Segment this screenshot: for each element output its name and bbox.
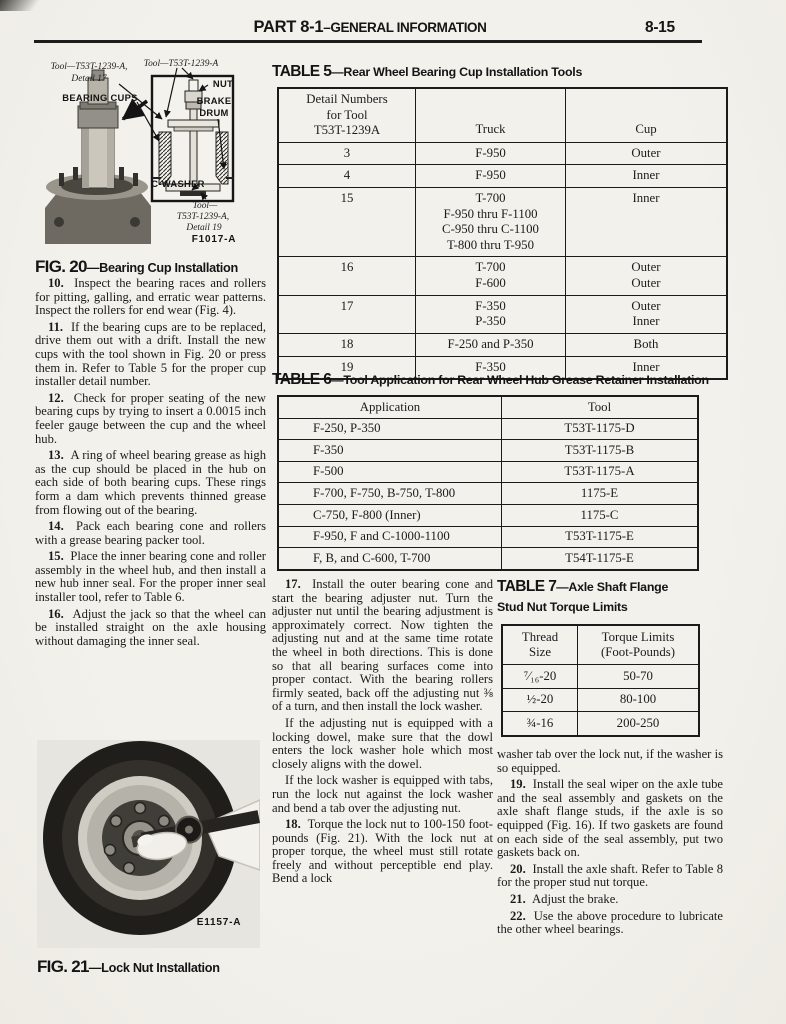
fig20-drum-left <box>159 132 171 184</box>
table7-row <box>502 712 699 736</box>
part-number-label: PART 8-1 <box>253 18 324 36</box>
table7-header-thread <box>502 625 578 665</box>
fig20-driver-plate <box>168 120 219 127</box>
truck-line: F-950 <box>475 168 506 183</box>
paragraph-number: 12. <box>48 390 64 405</box>
paragraph-number: 18. <box>285 817 301 832</box>
table5-row <box>278 188 727 257</box>
table6-title-text: —Tool Application for Rear Wheel Hub Grease Retainer Installation <box>331 373 709 387</box>
table6-title-number: TABLE 6 <box>272 371 332 388</box>
cell-truck <box>416 188 566 257</box>
header-line: T53T-1239A <box>313 123 381 138</box>
table6-container <box>272 395 712 571</box>
table5-header-row <box>278 88 727 142</box>
table6-row <box>278 483 698 505</box>
cell-torque-limit: 200-250 <box>578 712 700 736</box>
table5-row <box>278 295 727 333</box>
paragraph-number: 10. <box>48 276 64 290</box>
table6-title <box>272 371 712 389</box>
table5-container <box>272 87 702 380</box>
cell-tool: T53T-1175-A <box>502 461 699 483</box>
fig21-caption <box>37 957 261 977</box>
cell-torque-limit: 50-70 <box>578 665 700 689</box>
paragraph: 19. Install the seal wiper on the axle tube and the seal assembly and gaskets on the axle shaft flange studs, if the axle is so equipped (Fig. 16). If two gaskets are found on each side of the seal assembly, put two gaskets back on. <box>497 777 723 860</box>
table7-title-text: —Axle Shaft Flange <box>556 580 669 594</box>
table6-grid <box>277 395 699 571</box>
fig20-code: F1017-A <box>191 234 237 245</box>
fig21-photo <box>37 740 260 948</box>
cup-line: Outer <box>631 298 661 313</box>
fig20-caption <box>35 257 267 277</box>
table6-row <box>278 440 698 462</box>
cell-application: F-950, F and C-1000-1100 <box>278 526 502 548</box>
truck-line: T-700 <box>475 260 506 275</box>
cell-cup <box>566 333 728 356</box>
cell-application: F, B, and C-600, T-700 <box>278 548 502 570</box>
cell-thread-size: ½-20 <box>502 688 578 712</box>
cell-tool: 1175-C <box>502 505 699 527</box>
fig20-caption-number: FIG. 20 <box>35 257 87 276</box>
fig20-label-nut: NUT <box>212 78 234 89</box>
paragraph: 12. Check for proper seating of the new bearing cups by trying to insert a 0.0015 inch feeler gauge between the cup and the wheel hub. <box>35 390 266 446</box>
cell-application: F-700, F-750, B-750, T-800 <box>278 483 502 505</box>
truck-line: C-950 thru C-1100 <box>442 222 539 237</box>
cell-truck <box>416 333 566 356</box>
table6-header-application: Application <box>278 396 502 418</box>
header-line: Detail Numbers <box>306 92 388 106</box>
table7-row <box>502 665 699 689</box>
paragraph: 21. Adjust the brake. <box>510 891 619 906</box>
paragraph-number: 14. <box>48 519 64 534</box>
table5-block <box>272 63 702 380</box>
cell-cup <box>566 188 728 257</box>
table7-title-line2: Stud Nut Torque Limits <box>497 600 628 614</box>
paragraph: 16. Adjust the jack so that the wheel can be installed straight on the axle housing without damaging the inner seal. <box>35 606 266 648</box>
paragraph: washer tab over the lock nut, if the washer is so equipped. <box>497 747 723 775</box>
paragraph-number: 20. <box>510 861 526 876</box>
table6-header-tool: Tool <box>502 396 699 418</box>
table5-title <box>272 63 702 81</box>
cell-cup <box>566 142 728 165</box>
scan-corner-smudge <box>0 0 46 11</box>
table6-block <box>272 371 712 571</box>
cell-truck <box>416 142 566 165</box>
paragraph-number: 13. <box>48 448 64 463</box>
paragraph: 14. Pack each bearing cone and rollers with a grease bearing packer tool. <box>35 519 266 547</box>
paragraph: 15. Place the inner bearing cone and roller assembly in the wheel hub, and then install a new hub inner seal. For the proper inner seal installer tool, refer to Table 6. <box>35 549 266 605</box>
table5-header-cup: Cup <box>566 88 728 142</box>
truck-line: F-950 thru F-1100 <box>443 206 538 221</box>
cell-detail-number: 17 <box>278 295 416 333</box>
table5-header-detail <box>278 88 416 142</box>
fig20-label-tool-top: Tool—T53T-1239-A <box>143 59 219 69</box>
fig21-code: E1157-A <box>196 917 242 928</box>
page-number: 8-15 <box>645 19 675 36</box>
cup-line: Both <box>633 336 659 351</box>
cell-application: C-750, F-800 (Inner) <box>278 505 502 527</box>
cup-line: Inner <box>632 314 660 329</box>
cell-thread-size: ¾-16 <box>502 712 578 736</box>
paragraph: If the lock washer is equipped with tabs, run the lock nut against the lock washer and bend a tab over the adjusting nut. <box>272 773 493 815</box>
cell-detail-number: 18 <box>278 333 416 356</box>
paragraph-number: 22. <box>510 908 526 923</box>
cell-torque-limit: 80-100 <box>578 688 700 712</box>
paragraph-number: 11. <box>48 319 64 334</box>
table7-title-line2-wrap <box>497 598 723 616</box>
cell-tool: T54T-1175-E <box>502 548 699 570</box>
header-rule <box>34 40 702 43</box>
table6-row <box>278 461 698 483</box>
fig21-caption-number: FIG. 21 <box>37 957 89 976</box>
table7-row <box>502 688 699 712</box>
figure-20-block <box>35 56 267 277</box>
paragraph: If the adjusting nut is equipped with a locking dowel, make sure that the dowl enters the lock washer hole which most closely aligns with the dowel. <box>272 715 493 771</box>
table5-header-truck: Truck <box>416 88 566 142</box>
fig20-label-tool-detail17-line2: Detail 17 <box>71 74 107 84</box>
section-label: GENERAL INFORMATION <box>330 20 487 35</box>
cup-line: Outer <box>631 145 661 160</box>
paragraph: 13. A ring of wheel bearing grease as high as the cup should be placed in the hub on each side of both bearing cups. These rings form a dam which prevents thinned grease from flowing out of the bearing. <box>35 448 266 517</box>
fig20-caption-text: —Bearing Cup Installation <box>86 261 238 275</box>
fig20-label-drum: DRUM <box>199 107 229 118</box>
cup-line: Inner <box>632 359 660 374</box>
table7-block <box>497 578 723 737</box>
page-title <box>0 18 740 37</box>
cell-cup <box>566 295 728 333</box>
paragraph: 17. Install the outer bearing cone and start the bearing adjuster nut. Turn the adjuster nut until the bearing adjustment is approximately correct. Now tighten the adjusting nut and at the same time rotate the wheel in both directions. This is done so that all bearing surfaces come into proper contact. With the bearing rollers firmly seated, back off the adjusting nut ⅜ of a turn, and then install the lock washer. <box>272 577 493 714</box>
truck-line: T-800 thru T-950 <box>447 237 534 252</box>
paragraph: 10. Inspect the bearing races and rollers for pitting, galling, and erratic wear patterns. Inspect the rollers for end wear (Fig. 4). <box>35 276 266 318</box>
cell-detail-number: 4 <box>278 165 416 188</box>
table7-title <box>497 578 723 596</box>
fig20-label-bearing-cups: BEARING CUPS <box>62 92 138 103</box>
fig20-label-tool-detail19-line3: Detail 19 <box>186 223 222 233</box>
paragraph: 22. Use the above procedure to lubricate the other wheel bearings. <box>497 908 723 937</box>
cell-truck <box>416 257 566 295</box>
header-line: Torque Limits <box>601 629 675 644</box>
header-line: Thread <box>521 629 559 644</box>
cell-truck <box>416 295 566 333</box>
truck-line: F-600 <box>475 276 506 291</box>
truck-line: F-950 <box>475 145 506 160</box>
paragraph: 11. If the bearing cups are to be replaced, drive them out with a drift. Install the new cups with the tool shown in Fig. 20 or press them in. Refer to Table 5 for the proper cup installer detail number. <box>35 319 266 389</box>
truck-line: T-700 <box>475 191 506 206</box>
cell-application: F-350 <box>278 440 502 462</box>
cell-detail-number: 3 <box>278 142 416 165</box>
table7-header-torque <box>578 625 700 665</box>
header-dash: – <box>323 20 331 35</box>
header-line: for Tool <box>326 107 368 122</box>
table5-row <box>278 165 727 188</box>
paragraph-number: 21. <box>510 891 526 906</box>
table5-title-number: TABLE 5 <box>272 63 332 80</box>
figure-21-block <box>37 740 261 977</box>
table7-header-row <box>502 625 699 665</box>
fig20-threaded-stub <box>189 80 198 92</box>
cell-thread-size: ⁷⁄₁₆-20 <box>502 665 578 689</box>
truck-line: F-350 <box>475 298 506 313</box>
header-line: Size <box>528 645 552 660</box>
cell-cup <box>566 257 728 295</box>
cell-tool: T53T-1175-E <box>502 526 699 548</box>
cup-line: Outer <box>631 276 661 291</box>
fig20-drawing <box>35 56 265 248</box>
middle-column-text <box>272 578 493 889</box>
table6-header-row <box>278 396 698 418</box>
cell-cup <box>566 165 728 188</box>
left-column-text <box>35 277 266 651</box>
truck-line: P-350 <box>475 314 506 329</box>
table7-grid <box>501 624 700 737</box>
cell-tool: 1175-E <box>502 483 699 505</box>
paragraph-number: 16. <box>48 606 64 621</box>
paragraph-number: 15. <box>48 549 64 564</box>
right-column-text <box>497 748 723 940</box>
fig20-label-tool-detail17-line1: Tool—T53T-1239-A, <box>50 62 128 72</box>
fig20-drum-right <box>216 132 228 184</box>
table6-row <box>278 505 698 527</box>
fig20-label-tool-detail19-line1: Tool— <box>192 201 218 211</box>
cell-detail-number: 19 <box>278 356 416 379</box>
table6-row <box>278 526 698 548</box>
cell-truck <box>416 165 566 188</box>
fig20-label-c-washer: C-WASHER <box>151 178 205 189</box>
fig20-label-brake: BRAKE <box>196 95 232 106</box>
paragraph: 20. Install the axle shaft. Refer to Table 8 for the proper stud nut torque. <box>497 861 723 890</box>
cup-line: Inner <box>632 168 660 183</box>
cell-application: F-500 <box>278 461 502 483</box>
cell-application: F-250, P-350 <box>278 418 502 440</box>
cup-line: Outer <box>631 260 661 275</box>
cell-tool: T53T-1175-B <box>502 440 699 462</box>
truck-line: F-350 <box>475 359 506 374</box>
table5-grid <box>277 87 728 380</box>
table5-title-text: —Rear Wheel Bearing Cup Installation Tools <box>331 65 583 79</box>
fig20-label-tool-detail19-line2: T53T-1239-A, <box>176 212 230 222</box>
cell-detail-number: 15 <box>278 188 416 257</box>
paragraph: 18. Torque the lock nut to 100-150 foot-pounds (Fig. 21). With the lock nut at proper torque, the wheel must still rotate freely and without perceptible end play. Bend a lock <box>272 817 493 886</box>
paragraph-number: 17. <box>285 577 301 591</box>
cell-detail-number: 16 <box>278 257 416 295</box>
truck-line: F-250 and P-350 <box>447 336 534 351</box>
table5-row <box>278 142 727 165</box>
table6-row <box>278 418 698 440</box>
fig21-caption-text: —Lock Nut Installation <box>88 961 220 975</box>
table7-container <box>497 624 723 737</box>
table5-row <box>278 257 727 295</box>
cell-tool: T53T-1175-D <box>502 418 699 440</box>
header-line: (Foot-Pounds) <box>601 645 675 660</box>
table6-row <box>278 548 698 570</box>
paragraph-number: 19. <box>510 777 526 792</box>
table7-title-number: TABLE 7 <box>497 578 557 595</box>
cup-line: Inner <box>632 191 660 206</box>
table5-row <box>278 333 727 356</box>
